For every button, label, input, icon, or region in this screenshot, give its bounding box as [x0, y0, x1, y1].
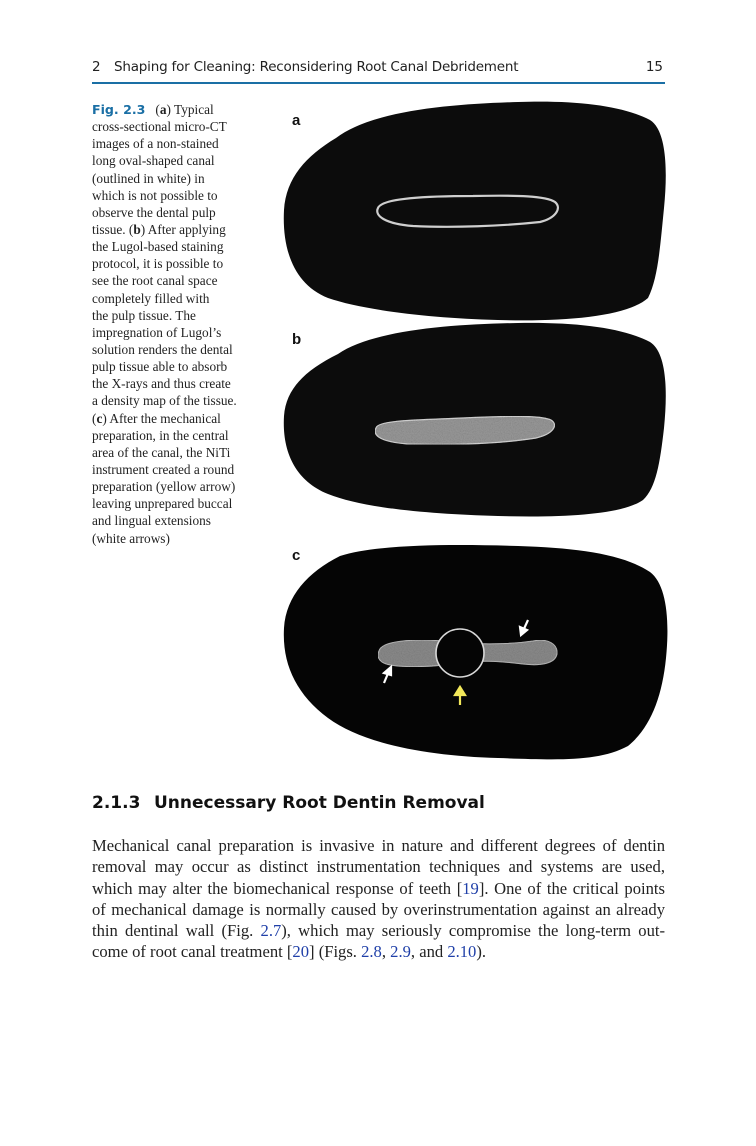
citation-link[interactable]: 19: [462, 878, 479, 898]
caption-line: solution renders the dental: [92, 341, 233, 357]
caption-line: long oval-shaped canal: [92, 153, 215, 169]
caption-line: instrument created a round: [92, 461, 235, 477]
figure-link[interactable]: 2.9: [390, 942, 411, 962]
citation-link[interactable]: 20: [292, 942, 310, 962]
caption-line: preparation (yellow arrow): [92, 479, 236, 495]
running-header: [92, 59, 665, 83]
panel-b-image: [284, 323, 666, 517]
figure-caption: [92, 101, 260, 547]
paragraph-line: thin dentinal wall (Fig. 2.7), which may seriously compromise the long-term out-: [92, 921, 665, 941]
figure-link[interactable]: 2.10: [447, 942, 477, 962]
panel-a-image: [284, 102, 666, 321]
chapter-title: Shaping for Cleaning: Reconsidering Root Canal Debridement: [114, 59, 519, 75]
caption-line: and lingual extensions: [92, 513, 211, 529]
figure-link[interactable]: 2.8: [361, 942, 382, 962]
caption-line: observe the dental pulp: [92, 204, 216, 220]
caption-line: impregnation of Lugol’s: [92, 324, 222, 340]
section-title: Unnecessary Root Dentin Removal: [154, 793, 485, 813]
caption-line: the Lugol-based staining: [92, 239, 224, 255]
section-number: 2.1.3: [92, 793, 141, 813]
figure-images: [278, 98, 668, 766]
paragraph-line: of mechanical damage is normally caused by overinstrumentation against an already: [92, 899, 665, 919]
caption-line: a density map of the tissue.: [92, 393, 237, 409]
page-number: 15: [645, 59, 663, 75]
figure-label: Fig. 2.3: [92, 102, 146, 117]
caption-line: pulp tissue able to absorb: [92, 359, 228, 375]
header-rule: [92, 82, 665, 84]
caption-line: Fig. 2.3 (a) Typical: [92, 102, 214, 117]
panel-c-image: [284, 545, 668, 759]
caption-line: cross-sectional micro-CT: [92, 119, 227, 135]
caption-line: (c) After the mechanical: [92, 410, 221, 426]
panel-label-b: b: [292, 331, 302, 348]
round-preparation-c: [436, 629, 484, 677]
caption-line: leaving unprepared buccal: [92, 496, 233, 512]
caption-line: see the root canal space: [92, 273, 218, 289]
caption-line: the X-rays and thus create: [92, 376, 231, 392]
paragraph-line: come of root canal treatment [20] (Figs. 2.8, 2.9, and 2.10).: [92, 942, 487, 962]
caption-line: preparation, in the central: [92, 427, 229, 443]
paragraph-line: which may alter the biomechanical response of teeth [19]. One of the critical points: [92, 878, 665, 898]
panel-label-a: a: [292, 112, 301, 129]
caption-line: area of the canal, the NiTi: [92, 444, 231, 460]
caption-line: the pulp tissue. The: [92, 307, 196, 323]
section-heading: [92, 793, 485, 813]
root-cross-section-a: [284, 102, 666, 321]
paragraph-line: removal may occur as distinct instrumentation techniques and systems are used,: [92, 857, 665, 877]
panel-label-c: c: [292, 547, 301, 564]
caption-line: images of a non-stained: [92, 136, 219, 152]
caption-line: completely filled with: [92, 290, 210, 306]
caption-line: protocol, it is possible to: [92, 256, 224, 272]
caption-line: tissue. (b) After applying: [92, 221, 226, 237]
body-paragraph: [92, 835, 665, 963]
figure-link[interactable]: 2.7: [260, 921, 282, 941]
caption-line: which is not possible to: [92, 187, 218, 203]
caption-line: (outlined in white) in: [92, 170, 205, 186]
paragraph-line: Mechanical canal preparation is invasive in nature and different degrees of dentin: [92, 836, 665, 855]
micro-ct-figure: [278, 98, 668, 766]
caption-line: (white arrows): [92, 530, 170, 546]
chapter-number: 2: [92, 59, 101, 75]
